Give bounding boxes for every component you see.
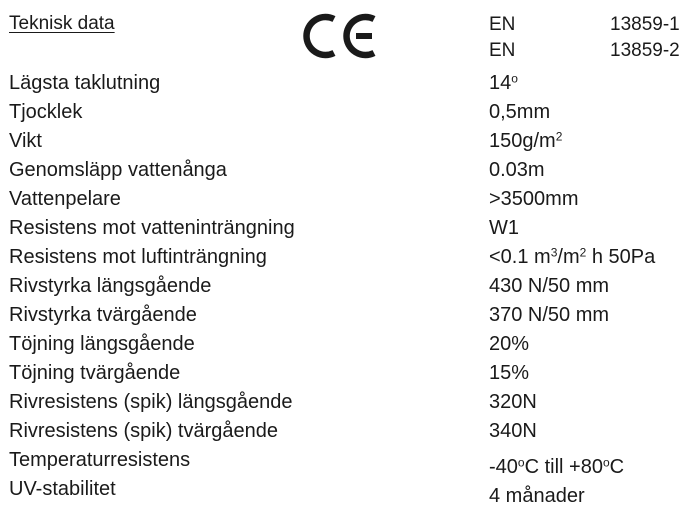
spec-label: UV-stabilitet (9, 478, 116, 500)
spec-label: Vikt (9, 130, 42, 152)
spec-value (489, 456, 624, 479)
spec-value-text: -40 (489, 456, 518, 478)
spec-value (489, 101, 550, 124)
spec-label: Lägsta taklutning (9, 72, 161, 94)
spec-value-text: 14 (489, 72, 512, 94)
spec-value (489, 72, 518, 95)
spec-value-superscript: 3 (550, 245, 558, 260)
spec-value-text: 370 N/50 mm (489, 304, 610, 326)
spec-label: Temperaturresistens (9, 449, 191, 471)
spec-label: Töjning tvärgående (9, 362, 181, 384)
spec-value-text: 4 månader (489, 485, 585, 507)
spec-value-text: 20% (489, 333, 530, 355)
standard-number-2: 13859-2 (610, 40, 680, 61)
spec-label: Rivresistens (spik) längsgående (9, 391, 293, 413)
spec-value-text: <0.1 m (489, 246, 551, 268)
spec-label: Genomsläpp vattenånga (9, 159, 227, 181)
spec-value-text: 340N (489, 420, 537, 442)
spec-value (489, 159, 545, 182)
spec-label: Resistens mot luftinträngning (9, 246, 267, 268)
spec-value-text: C till +80 (524, 456, 603, 478)
spec-value-text: W1 (489, 217, 519, 239)
spec-value-superscript: o (511, 71, 518, 86)
spec-label: Tjocklek (9, 101, 83, 123)
ce-mark-logo (298, 6, 378, 66)
spec-label: Töjning längsgående (9, 333, 195, 355)
spec-label: Rivstyrka längsgående (9, 275, 212, 297)
spec-label: Rivresistens (spik) tvärgående (9, 420, 278, 442)
spec-value-text: 0.03m (489, 159, 545, 181)
standard-code-1: EN (489, 14, 516, 35)
spec-value-superscript: 2 (555, 129, 563, 144)
spec-value-text: 430 N/50 mm (489, 275, 610, 297)
spec-value-text: 320N (489, 391, 537, 413)
spec-value (489, 130, 562, 153)
spec-value (489, 485, 585, 508)
spec-value (489, 217, 519, 240)
page-title: Teknisk data (9, 13, 115, 34)
spec-value (489, 362, 529, 385)
spec-value-superscript: o (517, 455, 525, 470)
spec-value (489, 188, 579, 211)
spec-value-text: C (609, 456, 625, 478)
spec-value-text: /m (557, 246, 580, 268)
spec-label: Resistens mot vatteninträngning (9, 217, 295, 239)
spec-value (489, 304, 609, 327)
spec-value (489, 246, 655, 269)
spec-value-text: h 50Pa (586, 246, 656, 268)
standard-number-1: 13859-1 (610, 14, 680, 35)
spec-value (489, 391, 537, 414)
spec-value (489, 420, 537, 443)
spec-value-text: 15% (489, 362, 530, 384)
spec-value-text: 150g/m (489, 130, 556, 152)
spec-value (489, 275, 609, 298)
spec-value (489, 333, 529, 356)
spec-value-text: >3500mm (489, 188, 579, 210)
spec-value-superscript: o (602, 455, 610, 470)
spec-label: Rivstyrka tvärgående (9, 304, 197, 326)
spec-label: Vattenpelare (9, 188, 121, 210)
spec-value-superscript: 2 (579, 245, 587, 260)
standard-code-2: EN (489, 40, 516, 61)
spec-value-text: 0,5mm (489, 101, 551, 123)
